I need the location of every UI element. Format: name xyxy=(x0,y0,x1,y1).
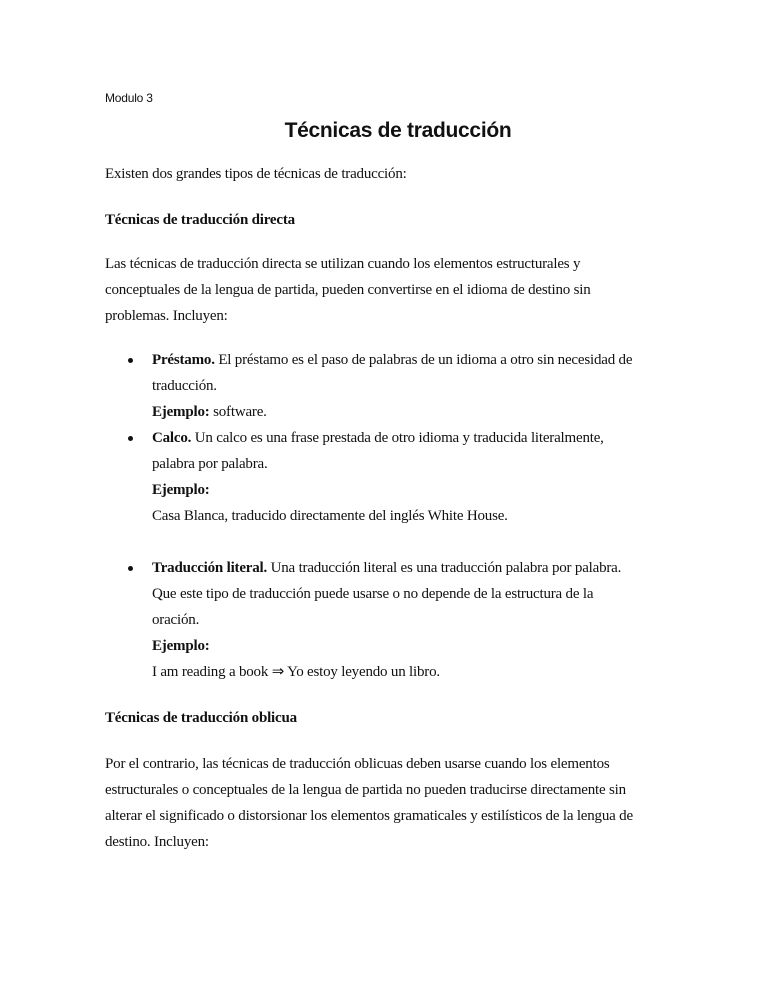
item-continuation: traducción. xyxy=(152,378,217,394)
section-heading-oblicua: Técnicas de traducción oblicua xyxy=(105,710,297,726)
paragraph-line: Por el contrario, las técnicas de traducción oblicuas deben usarse cuando los elementos xyxy=(105,756,610,772)
paragraph-line: problemas. Incluyen: xyxy=(105,308,228,324)
item-term: Calco. xyxy=(152,430,192,446)
module-label: Modulo 3 xyxy=(105,91,153,105)
example-label: Ejemplo: xyxy=(152,482,210,498)
bullet-icon xyxy=(128,436,133,441)
example-text: software. xyxy=(209,404,267,420)
paragraph-line: destino. Incluyen: xyxy=(105,834,209,850)
list-item-prestamo xyxy=(152,351,632,369)
example-label: Ejemplo: xyxy=(152,404,210,420)
item-text: Un calco es una frase prestada de otro idioma y traducida literalmente, xyxy=(191,430,604,446)
paragraph-line: estructurales o conceptuales de la lengua de partida no pueden traducirse directamente sin xyxy=(105,782,626,798)
item-continuation: oración. xyxy=(152,612,200,628)
list-item-calco xyxy=(152,429,604,447)
intro-text: Existen dos grandes tipos de técnicas de traducción: xyxy=(105,166,407,182)
example-label: Ejemplo: xyxy=(152,638,210,654)
example-text: I am reading a book ⇒ Yo estoy leyendo un libro. xyxy=(152,664,440,680)
paragraph-line: alterar el significado o distorsionar los elementos gramaticales y estilísticos de la lengua de xyxy=(105,808,633,824)
item-term: Traducción literal. xyxy=(152,560,268,576)
bullet-icon xyxy=(128,566,133,571)
item-term: Préstamo. xyxy=(152,352,215,368)
section-heading-directa: Técnicas de traducción directa xyxy=(105,212,295,228)
list-item-traduccion-literal xyxy=(152,559,621,577)
item-continuation: palabra por palabra. xyxy=(152,456,268,472)
title-text: Técnicas de traducción xyxy=(284,119,512,142)
item-text: Una traducción literal es una traducción palabra por palabra. xyxy=(267,560,622,576)
item-example xyxy=(152,403,267,421)
bullet-icon xyxy=(128,358,133,363)
paragraph-line: Las técnicas de traducción directa se utilizan cuando los elementos estructurales y xyxy=(105,256,581,272)
item-text: El préstamo es el paso de palabras de un idioma a otro sin necesidad de xyxy=(214,352,633,368)
item-continuation: Que este tipo de traducción puede usarse o no depende de la estructura de la xyxy=(152,586,594,602)
example-text: Casa Blanca, traducido directamente del inglés White House. xyxy=(152,508,508,524)
page-title xyxy=(0,119,768,143)
paragraph-line: conceptuales de la lengua de partida, pueden convertirse en el idioma de destino sin xyxy=(105,282,591,298)
